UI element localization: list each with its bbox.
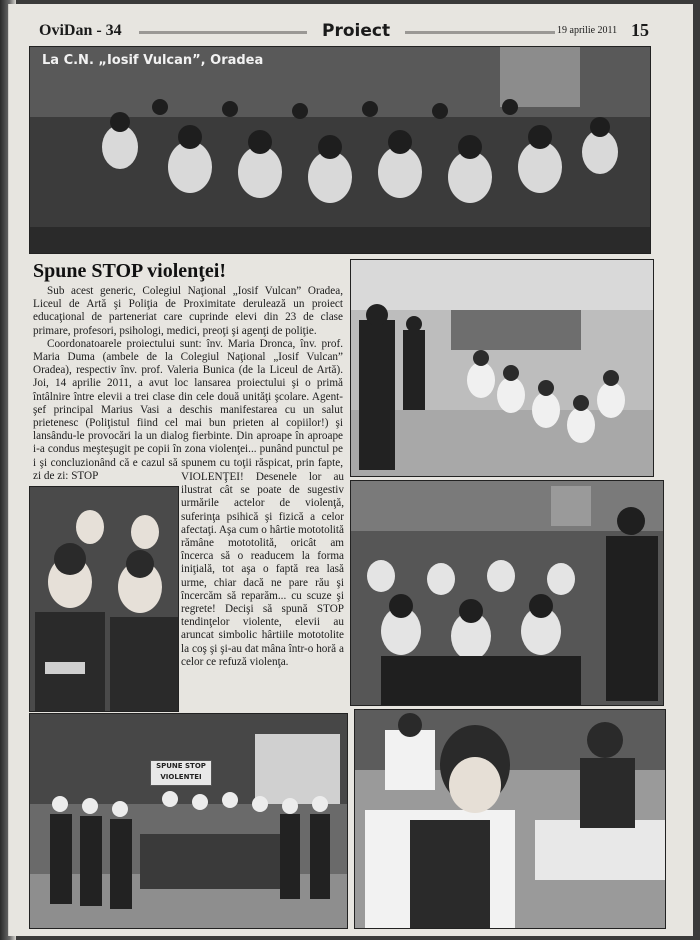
page-number: 15 xyxy=(631,20,649,40)
article-headline: Spune STOP violenţei! xyxy=(33,260,227,282)
article-column-2 xyxy=(181,471,344,669)
photo-class-with-teacher xyxy=(350,480,664,706)
publication-name: OviDan - 34 xyxy=(39,22,122,39)
paragraph: Sub acest generic, Colegiul Naţional „Iosif Vulcan” Oradea, Liceul de Artă şi Poliţia de Proximitate derulează un proiect educaţional de parteneriat care cuprinde elevi din 23 de clase primare, profesori, psihologi, medici, preoţi şi agenţi de poliţie. xyxy=(33,285,343,337)
header-rule-right xyxy=(405,31,555,34)
newspaper-page xyxy=(8,4,693,936)
issue-date: 19 aprilie 2011 xyxy=(557,25,618,36)
photo-auditorium-audience xyxy=(29,46,651,254)
photo-caption: La C.N. „Iosif Vulcan”, Oradea xyxy=(42,53,264,68)
photo-boys-closeup xyxy=(29,486,179,712)
paragraph: Coordonatoarele proiectului sunt: înv. Maria Dronca, înv. prof. Maria Duma (ambele de la Colegiul Naţional „Iosif Vulcan” Oradea), respectiv înv. prof. Valeria Bunica (de la Liceul de Artă). Joi, 14 aprilie 2011, a avut loc lansarea proiectului şi o primă întâlnire între elevii a trei clase din cele două unităţi şcolare. Agent-şef principal Marius Vasi a deschis manifestarea cu un salut prietenesc (Poliţistul fiind cel mai bun prieten al copiilor!) şi lansându-le provocări la un dialog fierbinte. Din aproape în aproape i-a condus meşteşugit pe copii în zona violenţei... punând punctul pe i şi concluzionând că e cazul să spunem cu toţii răspicat, prin fapte, zi de zi: STOP xyxy=(33,337,343,482)
photo-group-with-banner xyxy=(29,713,348,929)
photo-police-officer-with-students xyxy=(350,259,654,477)
section-title: Proiect xyxy=(322,21,391,41)
stop-violence-banner: SPUNE STOP VIOLENTEI xyxy=(150,760,212,786)
paragraph: VIOLENŢEI! Desenele lor au ilustrat cât se poate de sugestiv urmările actelor de violenţă, suferinţa psihică şi fizică a celor afectaţi. Aşa cum o hârtie mototolită rămâne mototolită, oricât am încerca să o readucem la forma iniţială, tot aşa o faptă rea lasă urme, chiar dacă ne pare rău şi încercăm să reparăm... cu scuze şi regrete! Decişi să spună STOP tendinţelor violente, elevii au aruncat simbolic hârtiile mototolite la coş şi şi-au dat mâna într-o horă a celor ce refuză violenţa. xyxy=(181,471,344,668)
article-column-1 xyxy=(33,285,343,483)
header-rule-left xyxy=(139,31,307,34)
photo-students-drawing xyxy=(354,709,666,929)
page-header xyxy=(39,22,663,42)
